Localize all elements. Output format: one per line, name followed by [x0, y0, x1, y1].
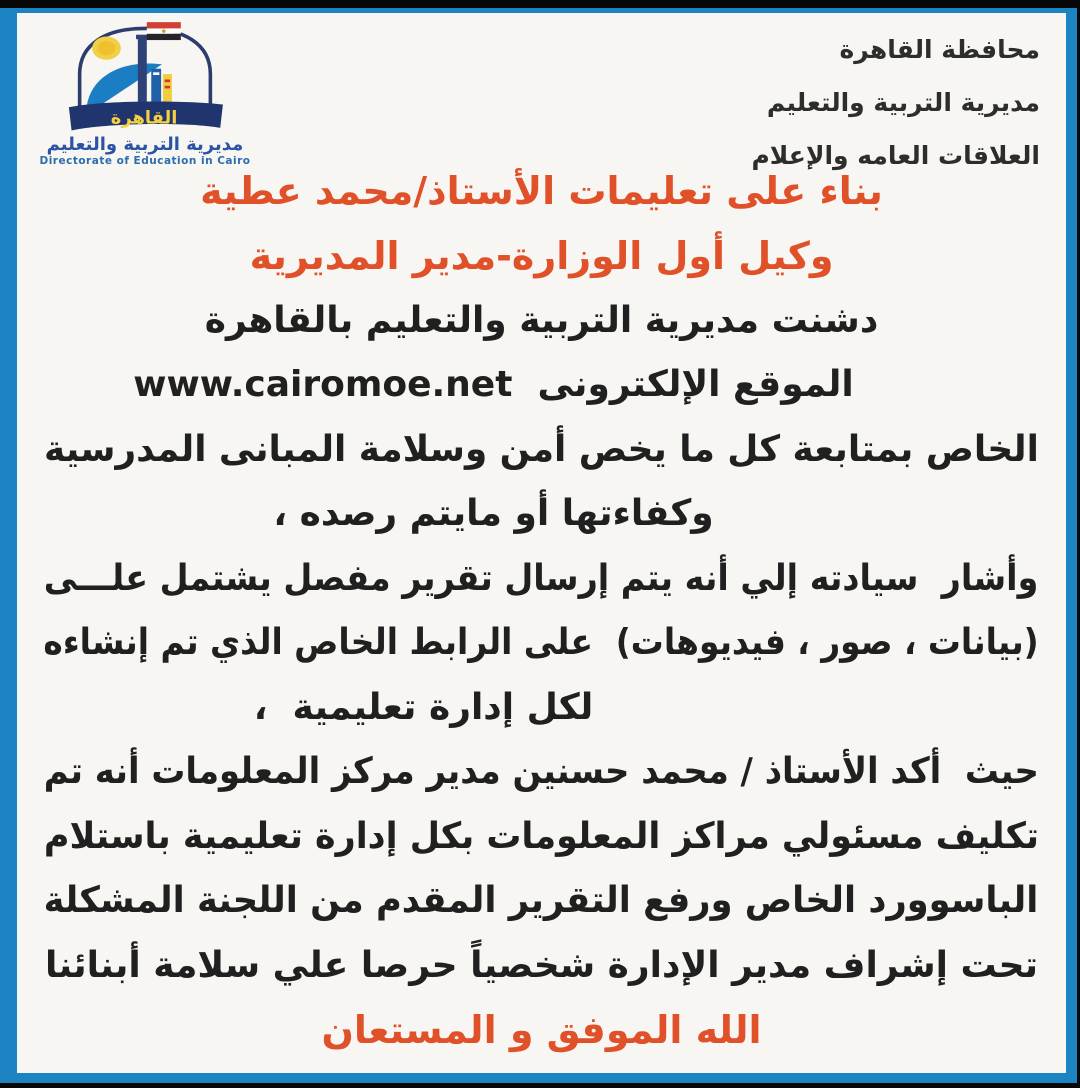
- page-frame: [0, 8, 1077, 1083]
- body-line: [0, 353, 994, 418]
- logo-english-label: Directorate of Education in Cairo: [39, 155, 251, 167]
- body-line-text: لكل إدارة تعليمية ،: [253, 686, 594, 728]
- body-line: [41, 546, 1042, 611]
- body-line-text: (بيانات ، صور ، فيديوهات) على الرابط الخاص الذي تم إنشاءه: [43, 622, 1040, 664]
- body-line: [0, 675, 924, 740]
- body-line: [0, 482, 994, 547]
- body-line: [41, 740, 1042, 805]
- body-line-text: وكيل أول الوزارة-مدير المديرية: [249, 233, 834, 278]
- body-line-text: تحت إشراف مدير الإدارة شخصياً حرصا علي سلامة أبنائنا: [44, 944, 1039, 986]
- body-line: [41, 611, 1042, 676]
- header-public-relations: العلاقات العامه والإعلام: [751, 141, 1040, 170]
- body-line-text: تكليف مسئولي مراكز المعلومات بكل إدارة تعليمية باستلام: [43, 815, 1040, 857]
- body-line-text: الله الموفق و المستعان: [321, 1007, 762, 1052]
- body-line: [41, 869, 1042, 934]
- body-line-text: دشنت مديرية التربية والتعليم بالقاهرة: [204, 299, 879, 341]
- announcement-body: [41, 159, 1042, 1062]
- body-line-text: الموقع الإلكترونى www.cairomoe.net: [133, 364, 854, 406]
- body-line-text: بناء على تعليمات الأستاذ/محمد عطية: [200, 169, 883, 214]
- body-line: [41, 288, 1042, 353]
- logo-directorate-label: مديرية التربية والتعليم: [46, 134, 244, 155]
- body-line-text: وكفاءتها أو مايتم رصده ،: [273, 493, 714, 535]
- body-line: [41, 933, 1042, 998]
- body-line: [41, 998, 1042, 1063]
- body-line-text: الباسوورد الخاص ورفع التقرير المقدم من اللجنة المشكلة: [44, 880, 1039, 922]
- body-line: [41, 159, 1042, 224]
- body-line-text: الخاص بمتابعة كل ما يخص أمن وسلامة المبانى المدرسية: [44, 428, 1039, 470]
- cairo-education-logo-icon: [45, 15, 245, 135]
- body-line: [41, 417, 1042, 482]
- body-line-text: حيث أكد الأستاذ / محمد حسنين مدير مركز المعلومات أنه تم: [43, 751, 1040, 793]
- header-directorate: مديرية التربية والتعليم: [766, 88, 1040, 117]
- body-line-text: وأشار سيادته إلي أنه يتم إرسال تقرير مفصل يشتمل علـــى: [44, 557, 1039, 599]
- body-line: [41, 804, 1042, 869]
- body-line: [41, 224, 1042, 289]
- logo-city-label: القاهرة: [110, 107, 178, 129]
- header-governorate: محافظة القاهرة: [839, 35, 1040, 64]
- cairo-education-logo: [39, 15, 251, 168]
